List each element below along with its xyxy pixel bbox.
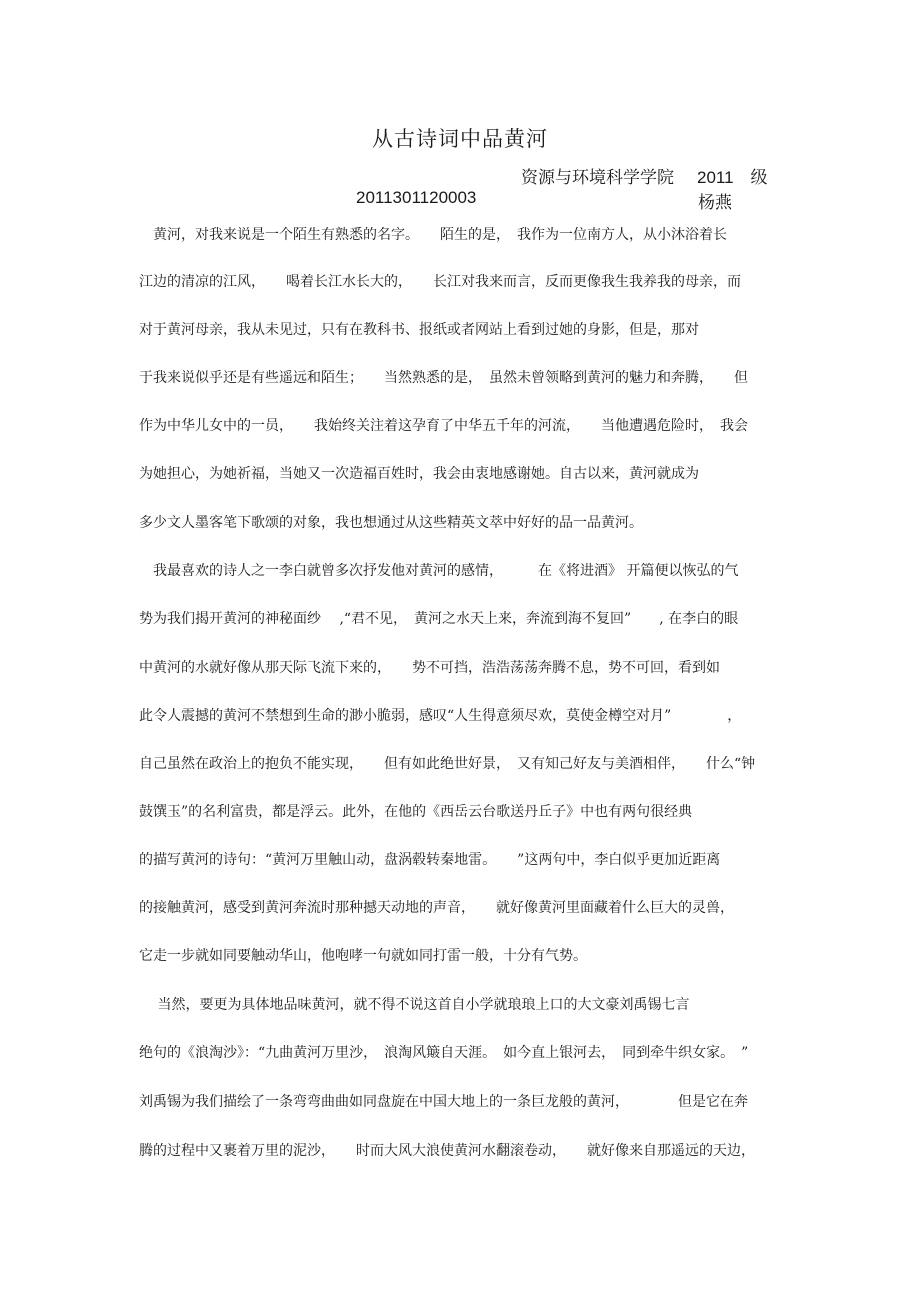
body-line: 江边的清凉的江风， 喝着长江水长大的， 长江对我来而言，反而更像我生我养我的母亲，而 (139, 274, 741, 290)
body-line: 于我来说似乎还是有些遥远和陌生； 当然熟悉的是， 虽然未曾领略到黄河的魅力和奔腾， 但 (139, 370, 748, 386)
author-student-id: 2011301120003 (356, 188, 477, 207)
author-year: 2011 级 (697, 168, 768, 187)
author-name: 杨燕 (698, 193, 732, 213)
body-line: 中黄河的水就好像从那天际飞流下来的， 势不可挡，浩浩荡荡奔腾不息，势不可回，看到如 (139, 660, 720, 676)
body-line: 它走一步就如同要触动华山，他咆哮一句就如同打雷一般，十分有气势。 (139, 948, 587, 964)
body-line: 当然，要更为具体地品味黄河，就不得不说这首自小学就琅琅上口的大文豪刘禹锡七言 (139, 997, 690, 1013)
body-line: 为她担心，为她祈福，当她又一次造福百姓时，我会由衷地感谢她。自古以来，黄河就成为 (139, 466, 699, 482)
body-line: 对于黄河母亲，我从未见过，只有在教科书、报纸或者网站上看到过她的身影，但是，那对 (139, 322, 699, 338)
body-line: 黄河，对我来说是一个陌生有熟悉的名字。 陌生的是， 我作为一位南方人，从小沐浴着长 (139, 227, 727, 243)
body-line: 绝句的《浪淘沙》：“九曲黄河万里沙， 浪淘风簸自天涯。 如今直上银河去， 同到牵牛织女家。 ” (139, 1045, 749, 1061)
body-line: 此令人震撼的黄河不禁想到生命的渺小脆弱，感叹“人生得意须尽欢，莫使金樽空对月” ， (139, 708, 742, 724)
body-line: 我最喜欢的诗人之一李白就曾多次抒发他对黄河的感情， 在《将进酒》 开篇便以恢弘的气 (139, 563, 739, 579)
body-line: 多少文人墨客笔下歌颂的对象，我也想通过从这些精英文萃中好好的品一品黄河。 (139, 515, 643, 531)
body-line: 的接触黄河，感受到黄河奔流时那种撼天动地的声音， 就好像黄河里面藏着什么巨大的灵兽， (139, 900, 734, 916)
body-line: 作为中华儿女中的一员， 我始终关注着这孕育了中华五千年的河流， 当他遭遇危险时， 我会 (139, 418, 748, 434)
body-line: 刘禹锡为我们描绘了一条弯弯曲曲如同盘旋在中国大地上的一条巨龙般的黄河， 但是它在奔 (139, 1094, 748, 1110)
body-line: 鼓馔玉”的名利富贵，都是浮云。此外，在他的《西岳云台歌送丹丘子》中也有两句很经典 (139, 804, 693, 820)
author-college: 资源与环境科学学院 (521, 168, 674, 188)
page-title: 从古诗词中品黄河 (372, 127, 548, 151)
body-line: 势为我们揭开黄河的神秘面纱 ,“君不见， 黄河之水天上来，奔流到海不复回” , 在李白的眼 (139, 611, 739, 627)
body-line: 自己虽然在政治上的抱负不能实现， 但有如此绝世好景， 又有知己好友与美酒相伴， 什么“钟 (139, 756, 756, 772)
body-line: 腾的过程中又裹着万里的泥沙， 时而大风大浪使黄河水翻滚卷动， 就好像来自那遥远的天边， (139, 1143, 755, 1159)
body-line: 的描写黄河的诗句：“黄河万里触山动，盘涡毂转秦地雷。 ”这两句中，李白似乎更加近距离 (139, 852, 721, 868)
